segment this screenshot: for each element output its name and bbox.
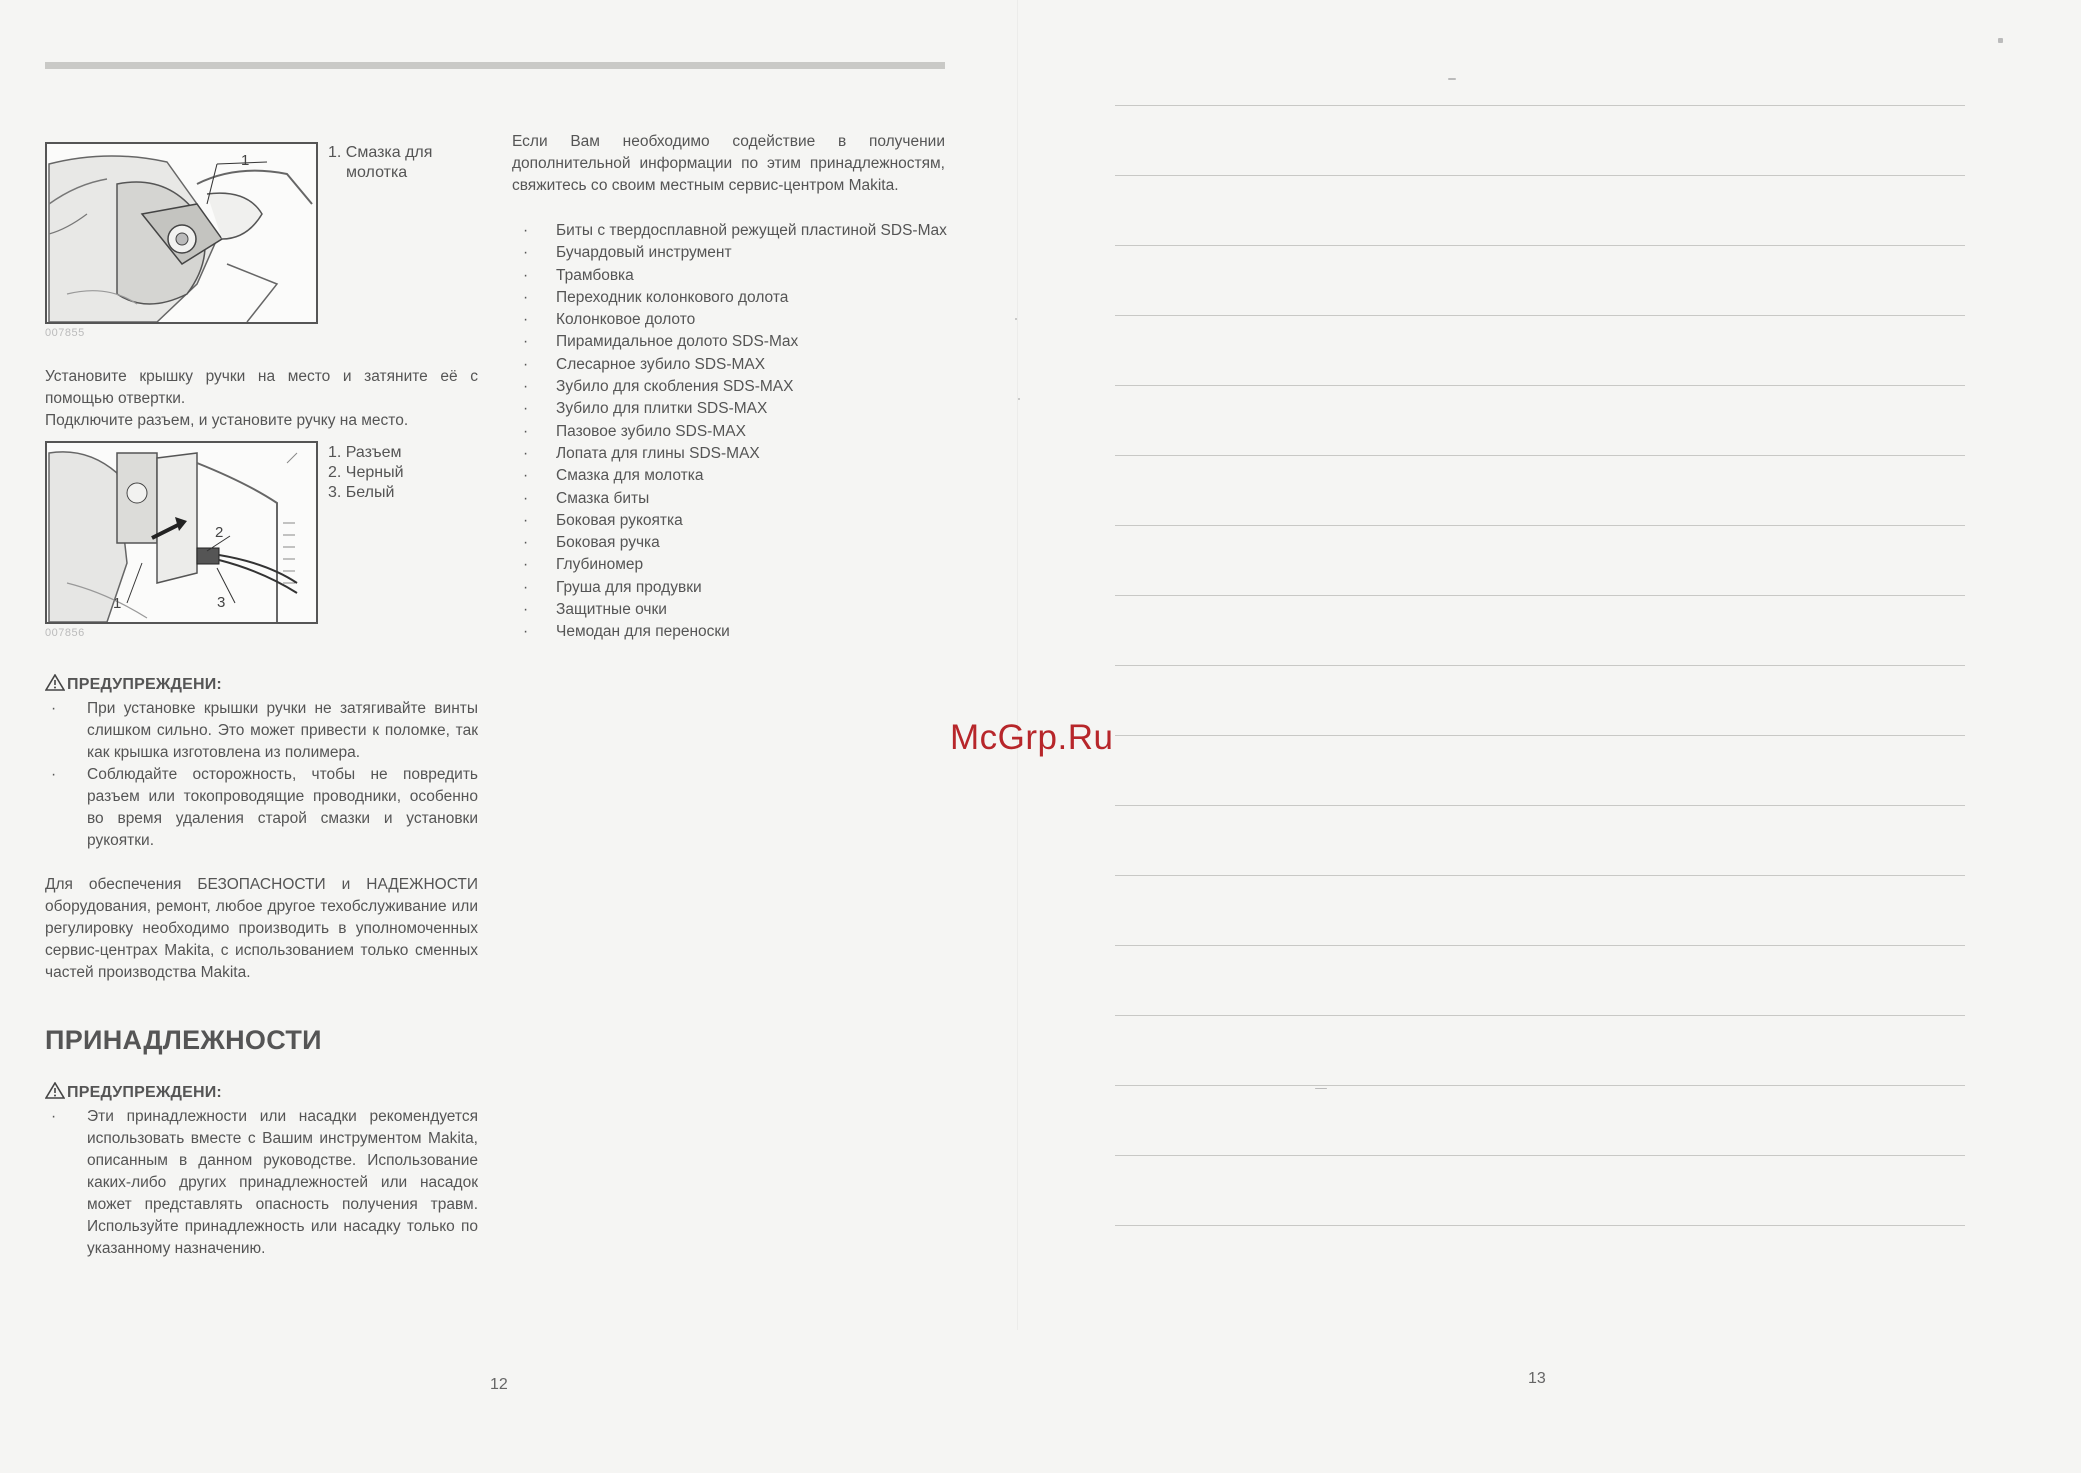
accessories-list <box>518 220 948 644</box>
list-item: · Боковая ручка <box>523 534 660 552</box>
connector-illustration <box>47 443 316 622</box>
list-item: · Переходник колонкового долота <box>523 288 789 306</box>
warning1-bullets <box>45 698 478 852</box>
figure2-legend-line-2: 2. Черный <box>328 464 404 481</box>
note-line <box>1115 595 1965 596</box>
list-item-text: Переходник колонкового долота <box>556 288 789 306</box>
note-line <box>1115 315 1965 316</box>
figure2-legend-line-1: 1. Разъем <box>328 444 402 461</box>
accessories-intro: Если Вам необходимо содействие в получении дополнительной информации по этим принадлежностям, свяжитесь со своим местным сервис-центром Makita. <box>512 133 945 194</box>
list-item-text: Чемодан для переноски <box>556 623 730 641</box>
list-item-text: Боковая ручка <box>556 534 660 552</box>
figure2-callout-2: 2 <box>215 524 224 541</box>
note-line <box>1115 245 1965 246</box>
list-item: · Глубиномер <box>523 556 644 574</box>
list-item: · Пазовое зубило SDS-MAX <box>523 422 746 440</box>
list-item-text: Глубиномер <box>556 556 644 574</box>
hammer-illustration <box>47 144 316 322</box>
list-item-text: Зубило для плитки SDS-MAX <box>556 400 768 418</box>
note-line <box>1115 945 1965 946</box>
list-item: · Лопата для глины SDS-MAX <box>523 444 760 462</box>
warning2-bullet-1: · Эти принадлежности или насадки рекомендуется использовать вместе с Вашим инструментом Makita, описанным в данном руководстве. Использование каких-либо других принадлежностей или насадок может представлять опасность получения травм. Используйте принадлежность или насадку только по указанному назначению. <box>51 1108 478 1257</box>
figure2-legend <box>328 443 404 503</box>
figure1-legend-line-2: молотка <box>346 164 408 181</box>
list-item-text: Колонковое долото <box>556 311 696 329</box>
list-item-text: Пирамидальное долото SDS-Max <box>556 333 799 351</box>
list-item-text: Трамбовка <box>556 266 634 284</box>
warning-triangle-icon <box>45 674 65 691</box>
warning-triangle-icon <box>45 1082 65 1099</box>
list-item-text: Смазка биты <box>556 489 650 507</box>
list-item: · Биты с твердосплавной режущей пластиной SDS-Max <box>523 222 947 239</box>
list-item-text: Груша для продувки <box>556 578 702 596</box>
warning2-heading <box>45 1082 222 1102</box>
list-item-text: Пазовое зубило SDS-MAX <box>556 422 746 440</box>
list-item-text: Лопата для глины SDS-MAX <box>556 444 760 462</box>
note-line <box>1115 525 1965 526</box>
list-item: · Защитные очки <box>523 601 667 619</box>
list-item: · Боковая рукоятка <box>523 511 683 529</box>
scan-speck <box>1448 78 1456 80</box>
list-item: · Бучардовый инструмент <box>523 244 732 262</box>
warning1-bullet-1-text: При установке крышки ручки не затягивайте винты слишком сильно. Это может привести к поломке, так как крышка изготовлена из полимера. <box>87 700 478 761</box>
list-item-text: Зубило для скобления SDS-MAX <box>556 378 794 396</box>
figure1-callout-1: 1 <box>241 152 250 169</box>
list-item-text: Бучардовый инструмент <box>556 244 732 262</box>
note-line <box>1115 735 1965 736</box>
section-title-accessories: ПРИНАДЛЕЖНОСТИ <box>45 1025 322 1055</box>
figure2-legend-line-3: 3. Белый <box>328 484 395 501</box>
warning2-heading-text: ПРЕДУПРЕЖДЕНИ: <box>67 1084 222 1101</box>
figure1-code: 007855 <box>45 327 85 339</box>
note-line <box>1115 805 1965 806</box>
note-line <box>1115 665 1965 666</box>
note-line <box>1115 1085 1965 1086</box>
watermark: McGrp.Ru <box>950 718 1114 757</box>
note-line <box>1115 875 1965 876</box>
list-item: · Смазка для молотка <box>523 467 704 485</box>
note-line <box>1115 1155 1965 1156</box>
warning1-bullet-2: · Соблюдайте осторожность, чтобы не повредить разъем или токопроводящие проводники, особенно во время удаления старой смазки и установки рукоятки. <box>51 766 478 849</box>
list-item: · Пирамидальное долото SDS-Max <box>523 333 799 351</box>
scan-speck <box>1018 398 1020 400</box>
list-item-text: Защитные очки <box>556 601 667 619</box>
figure1-legend <box>328 143 432 183</box>
list-item-text: Слесарное зубило SDS-MAX <box>556 355 766 373</box>
warning1-bullet-2-text: Соблюдайте осторожность, чтобы не повредить разъем или токопроводящие проводники, особенно во время удаления старой смазки и установки рукоятки. <box>87 766 478 849</box>
list-item: · Колонковое долото <box>523 311 696 329</box>
note-line <box>1115 385 1965 386</box>
figure2-callout-1: 1 <box>113 595 122 612</box>
page-gutter <box>1017 0 1018 1330</box>
header-rule <box>45 62 945 69</box>
list-item-text: Боковая рукоятка <box>556 511 683 529</box>
warning2-bullet-1-text: Эти принадлежности или насадки рекомендуется использовать вместе с Вашим инструментом Makita, описанным в данном руководстве. Использование каких-либо других принадлежностей или насадок может представлять опасность получения травм. Используйте принадлежность или насадку только по указанному назначению. <box>87 1108 478 1257</box>
figure1-legend-line-1: 1. Смазка для <box>328 144 433 161</box>
note-line <box>1115 1015 1965 1016</box>
page-number-left: 12 <box>490 1376 508 1393</box>
safety-paragraph: Для обеспечения БЕЗОПАСНОСТИ и НАДЕЖНОСТИ оборудования, ремонт, любое другое техобслуживание или регулировку необходимо производить в уполномоченных сервис-центрах Makita, с использованием только сменных частей производства Makita. <box>45 876 478 981</box>
warning1-bullet-1: · При установке крышки ручки не затягивайте винты слишком сильно. Это может привести к поломке, так как крышка изготовлена из полимера. <box>51 700 478 761</box>
note-line <box>1115 105 1965 106</box>
note-line <box>1115 1225 1965 1226</box>
list-item: · Слесарное зубило SDS-MAX <box>523 355 766 373</box>
list-item: · Груша для продувки <box>523 578 702 596</box>
list-item: · Смазка биты <box>523 489 650 507</box>
figure2-callout-3: 3 <box>217 594 226 611</box>
scan-speck <box>1998 38 2003 43</box>
page-number-right: 13 <box>1528 1370 1546 1387</box>
cover-instruction: Установите крышку ручки на место и затяните её с помощью отвертки. <box>45 368 478 407</box>
figure-connector <box>45 441 318 624</box>
figure-hammer-grease <box>45 142 318 324</box>
list-item-text: Биты с твердосплавной режущей пластиной SDS-Max <box>556 222 947 239</box>
warning1-heading <box>45 674 222 694</box>
warning2-bullets <box>45 1106 478 1260</box>
connector-instruction: Подключите разъем, и установите ручку на место. <box>45 412 409 429</box>
list-item: · Чемодан для переноски <box>523 623 730 641</box>
warning1-heading-text: ПРЕДУПРЕЖДЕНИ: <box>67 676 222 693</box>
scan-speck <box>1315 1088 1327 1089</box>
list-item: · Зубило для плитки SDS-MAX <box>523 400 768 418</box>
scan-speck <box>1015 318 1017 320</box>
list-item: · Трамбовка <box>523 266 634 284</box>
note-line <box>1115 175 1965 176</box>
list-item: · Зубило для скобления SDS-MAX <box>523 378 794 396</box>
note-line <box>1115 455 1965 456</box>
figure2-code: 007856 <box>45 627 85 639</box>
list-item-text: Смазка для молотка <box>556 467 704 485</box>
